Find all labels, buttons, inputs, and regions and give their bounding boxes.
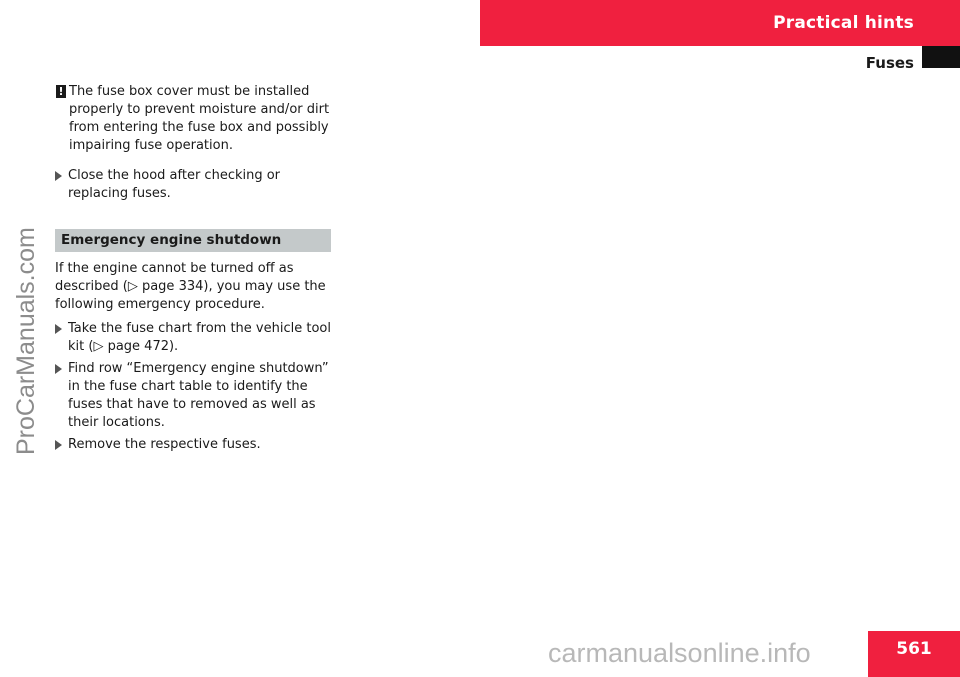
step-arrow-icon — [55, 364, 62, 374]
subsection-title: Fuses — [865, 54, 914, 72]
step-close-hood — [55, 167, 331, 203]
side-watermark: ProCarManuals.com — [12, 227, 40, 455]
step-text: Take the fuse chart from the vehicle tool kit (▷ page 472). — [68, 321, 331, 354]
page-number-box — [868, 631, 960, 677]
section-title: Practical hints — [773, 13, 914, 33]
step-arrow-icon — [55, 324, 62, 334]
step-take-fuse-chart — [55, 320, 331, 356]
section-heading: Emergency engine shutdown — [55, 229, 331, 252]
caution-note-text: The fuse box cover must be installed properly to prevent moisture and/or dirt from entering the fuse box and possibly impairing fuse operation. — [69, 84, 330, 153]
step-find-row — [55, 360, 331, 432]
section-tab-marker — [922, 46, 960, 68]
step-remove-fuses — [55, 436, 331, 454]
step-arrow-icon — [55, 171, 62, 181]
main-content — [55, 83, 331, 458]
step-text: Find row “Emergency engine shutdown” in the fuse chart table to identify the fuses that have to removed as well as their locations. — [68, 361, 329, 430]
page-number: 561 — [896, 639, 932, 659]
step-text: Remove the respective fuses. — [68, 437, 261, 452]
caution-note — [55, 83, 331, 155]
step-arrow-icon — [55, 440, 62, 450]
step-text: Close the hood after checking or replacing fuses. — [68, 168, 281, 201]
exclamation-icon: ! — [56, 85, 66, 98]
bottom-watermark: carmanualsonline.info — [548, 638, 811, 668]
section-intro: If the engine cannot be turned off as described (▷ page 334), you may use the following emergency procedure. — [55, 261, 326, 312]
